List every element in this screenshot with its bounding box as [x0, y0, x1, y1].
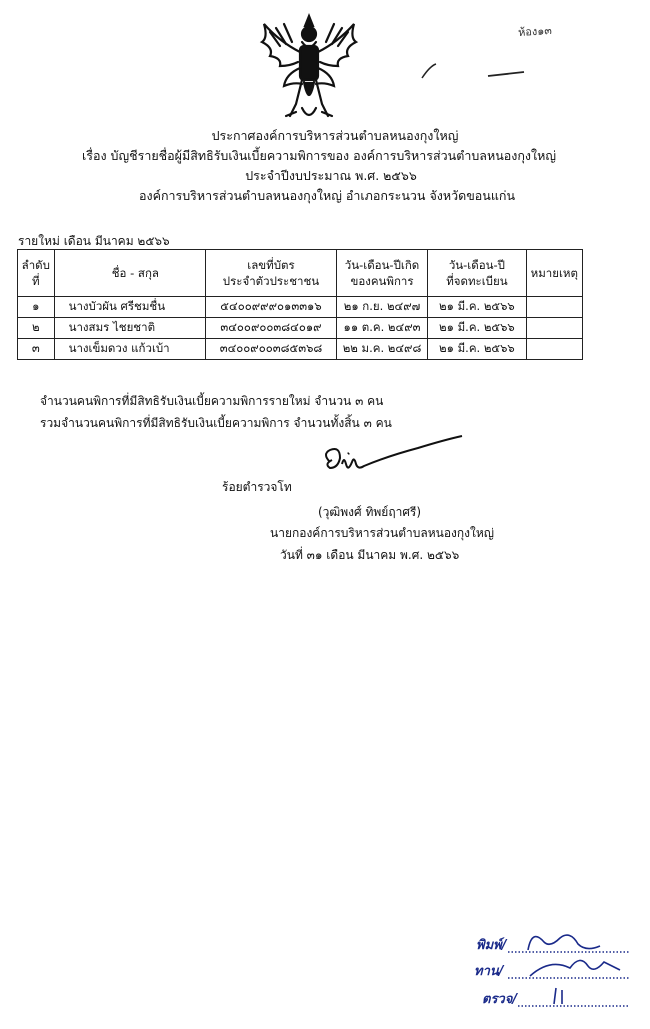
organization-location: องค์การบริหารส่วนตำบลหนองกุงใหญ่ อำเภอกระนวน จังหวัดขอนแก่น — [138, 188, 516, 203]
signer-rank: ร้อยตำรวจโท — [222, 480, 292, 494]
stamp-check-label: ทาน/ — [474, 964, 504, 979]
header-registration-date: วัน-เดือน-ปี ที่จดทะเบียน — [428, 250, 526, 297]
beneficiary-table — [17, 249, 583, 360]
header-name: ชื่อ - สกุล — [54, 250, 205, 297]
signer-name: (วุฒิพงศ์ ทิพย์ฤาศรี) — [318, 505, 422, 519]
table-row — [18, 339, 583, 360]
table-header-row — [18, 250, 583, 297]
review-stamp — [470, 918, 640, 1024]
signature-icon — [318, 434, 468, 494]
row-note — [526, 339, 582, 360]
row-id-card: ๓๔๐๐๙๐๐๓๘๔๐๑๙ — [206, 318, 337, 339]
summary-new-count: จำนวนคนพิการที่มีสิทธิรับเงินเบี้ยความพิการรายใหม่ จำนวน ๓ คน — [40, 394, 384, 408]
row-no: ๒ — [18, 318, 55, 339]
row-no: ๑ — [18, 297, 55, 318]
row-name: นางเข็มดวง แก้วเบ้า — [54, 339, 205, 360]
row-registration-date: ๒๑ มี.ค. ๒๕๖๖ — [428, 339, 526, 360]
signer-position: นายกองค์การบริหารส่วนตำบลหนองกุงใหญ่ — [270, 526, 495, 540]
row-registration-date: ๒๑ มี.ค. ๒๕๖๖ — [428, 297, 526, 318]
row-id-card: ๕๔๐๐๙๙๙๐๑๓๓๑๖ — [206, 297, 337, 318]
announcement-title: ประกาศองค์การบริหารส่วนตำบลหนองกุงใหญ่ — [211, 128, 459, 143]
fiscal-year: ประจำปีงบประมาณ พ.ศ. ๒๕๖๖ — [245, 168, 417, 183]
garuda-emblem-icon — [250, 12, 368, 124]
table-row — [18, 297, 583, 318]
table-row — [18, 318, 583, 339]
header-note: หมายเหตุ — [526, 250, 582, 297]
summary-total-count: รวมจำนวนคนพิการที่มีสิทธิรับเงินเบี้ยความพิการ จำนวนทั้งสิ้น ๓ คน — [40, 416, 392, 430]
row-note — [526, 318, 582, 339]
row-note — [526, 297, 582, 318]
announcement-subject: เรื่อง บัญชีรายชื่อผู้มีสิทธิรับเงินเบี้ยความพิการของ องค์การบริหารส่วนตำบลหนองกุงใหญ่ — [81, 148, 557, 163]
row-birth-date: ๒๒ ม.ค. ๒๔๙๘ — [336, 339, 427, 360]
stamp-verify-label: ตรวจ/ — [482, 992, 518, 1007]
section-label: รายใหม่ เดือน มีนาคม ๒๕๖๖ — [18, 234, 170, 248]
row-id-card: ๓๔๐๐๙๐๐๓๘๕๓๖๘ — [206, 339, 337, 360]
header-birth-date: วัน-เดือน-ปีเกิด ของคนพิการ — [336, 250, 427, 297]
sign-date: วันที่ ๓๑ เดือน มีนาคม พ.ศ. ๒๕๖๖ — [280, 548, 460, 562]
pen-mark-icon — [418, 56, 528, 84]
stamp-print-label: พิมพ์/ — [476, 938, 507, 953]
row-birth-date: ๑๑ ต.ค. ๒๔๙๓ — [336, 318, 427, 339]
header-id-card: เลขที่บัตร ประจำตัวประชาชน — [206, 250, 337, 297]
row-name: นางบัวผัน ศรีชมชื่น — [54, 297, 205, 318]
row-no: ๓ — [18, 339, 55, 360]
row-registration-date: ๒๑ มี.ค. ๒๕๖๖ — [428, 318, 526, 339]
corner-note: ห้อง๑๓ — [517, 23, 553, 40]
row-birth-date: ๒๑ ก.ย. ๒๔๙๗ — [336, 297, 427, 318]
header-no: ลำดับ ที่ — [18, 250, 55, 297]
row-name: นางสมร ไชยชาติ — [54, 318, 205, 339]
